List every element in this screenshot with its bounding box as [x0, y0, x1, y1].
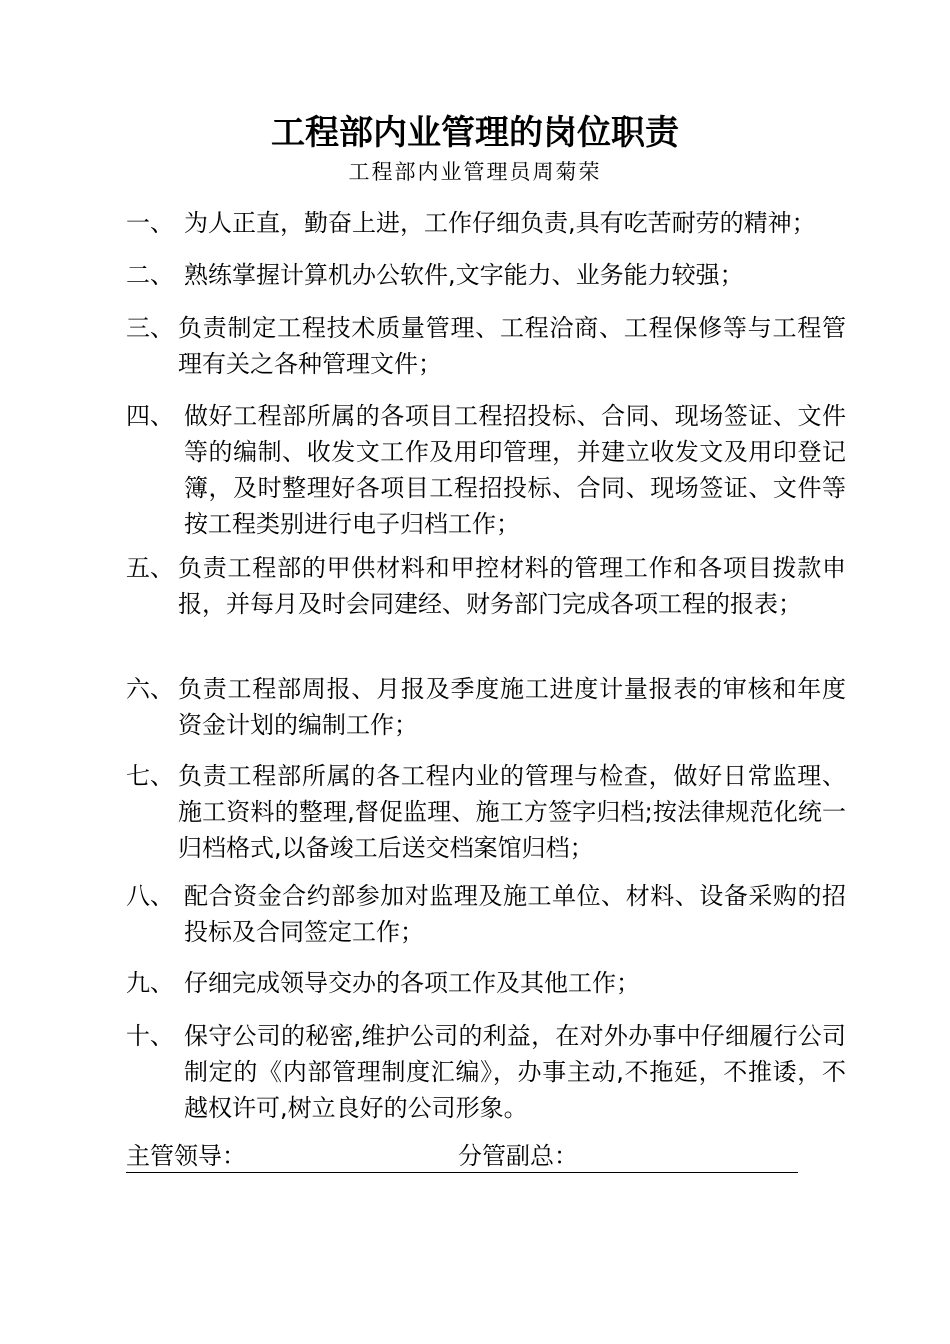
item-text: 仔细完成领导交办的各项工作及其他工作； [184, 969, 640, 997]
signature-line [126, 1140, 798, 1173]
item-text: 负责工程部周报、月报及季度施工进度计量报表的审核和年度资金计划的编制工作； [178, 675, 846, 739]
item-number: 八、 [126, 882, 174, 910]
document-subtitle: 工程部内业管理员周菊荣 [348, 160, 602, 184]
item-text: 熟练掌握计算机办公软件,文字能力、业务能力较强； [184, 261, 744, 289]
deputy-signature-label: 分管副总： [458, 1142, 578, 1170]
item-text: 负责工程部所属的各工程内业的管理与检查，做好日常监理、施工资料的整理,督促监理、施工方签字归档;按法律规范化统一归档格式,以备竣工后送交档案馆归档； [178, 762, 846, 862]
item-number: 四、 [126, 402, 174, 430]
item-number: 一、 [126, 209, 174, 237]
document-title: 工程部内业管理的岗位职责 [271, 113, 679, 153]
item-text: 做好工程部所属的各项目工程招投标、合同、现场签证、文件等的编制、收发文工作及用印管理，并建立收发文及用印登记簿，及时整理好各项目工程招投标、合同、现场签证、文件等按工程类别进行电子归档工作； [184, 402, 846, 538]
item-number: 十、 [126, 1022, 174, 1050]
item-number: 二、 [126, 261, 174, 289]
item-text: 负责工程部的甲供材料和甲控材料的管理工作和各项目拨款申报，并每月及时会同建经、财务部门完成各项工程的报表； [178, 554, 846, 618]
item-number: 九、 [126, 969, 174, 997]
item-number: 七、 [126, 762, 174, 790]
item-text: 负责制定工程技术质量管理、工程洽商、工程保修等与工程管理有关之各种管理文件； [178, 314, 846, 378]
item-text: 配合资金合约部参加对监理及施工单位、材料、设备采购的招投标及合同签定工作； [184, 882, 846, 946]
item-number: 六、 [126, 675, 174, 703]
supervisor-signature-label: 主管领导： [126, 1142, 246, 1170]
item-number: 三、 [126, 314, 174, 342]
item-text: 为人正直，勤奋上进，工作仔细负责,具有吃苦耐劳的精神； [184, 209, 816, 237]
item-text: 保守公司的秘密,维护公司的利益，在对外办事中仔细履行公司制定的《内部管理制度汇编》，办事主动,不拖延，不推诿，不越权许可,树立良好的公司形象。 [184, 1022, 846, 1122]
item-number: 五、 [126, 554, 174, 582]
